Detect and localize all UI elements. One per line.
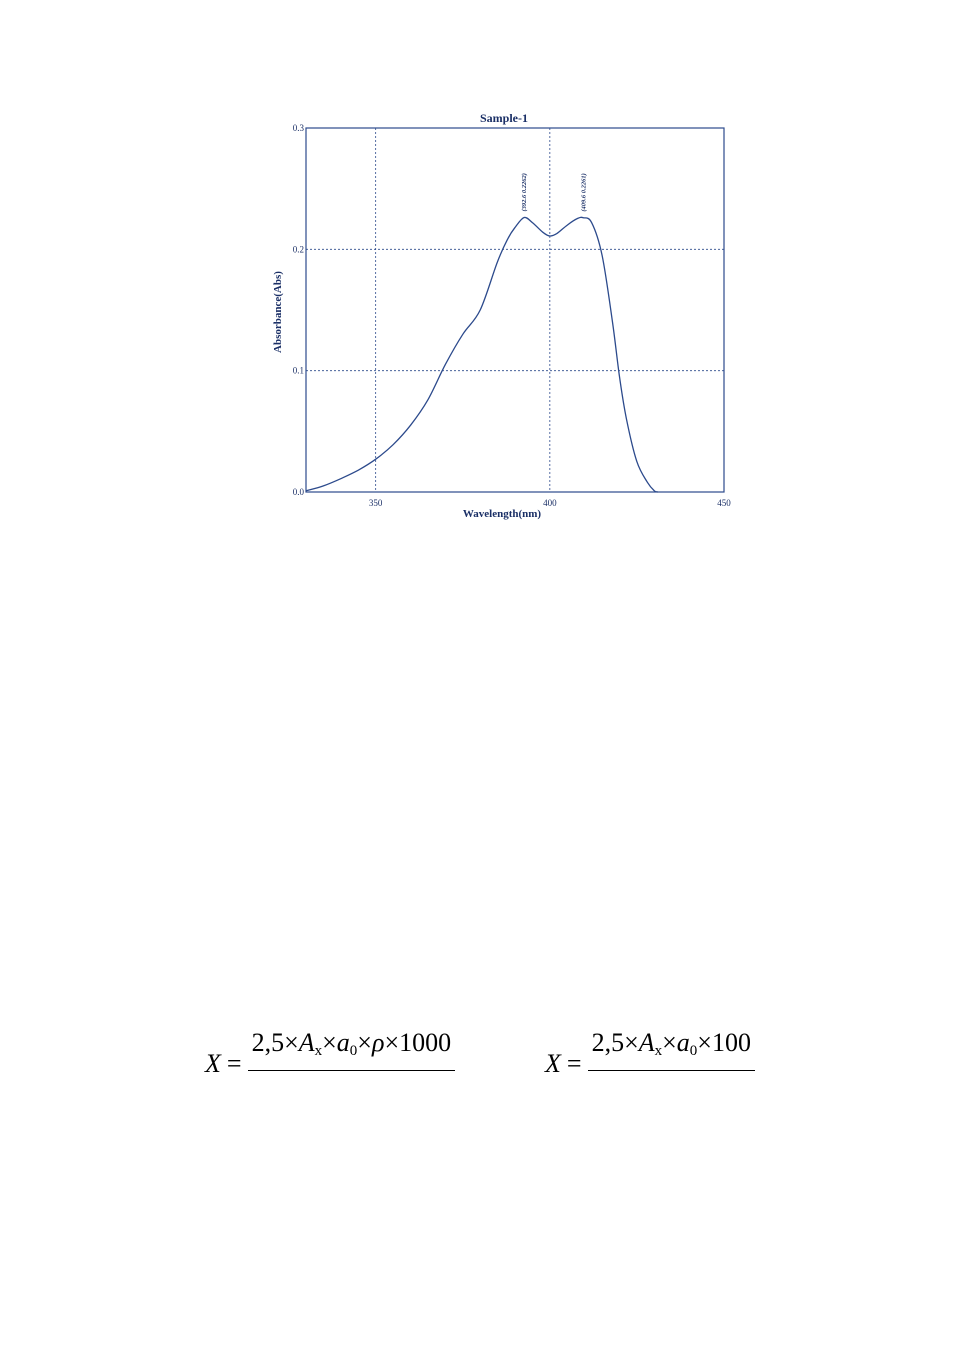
times-sign: × — [322, 1028, 337, 1057]
y-tick-label: 0.1 — [292, 365, 304, 376]
absorbance-symbol: A — [298, 1028, 315, 1057]
a0-subscript: 0 — [349, 1043, 358, 1059]
a0-symbol: a — [676, 1028, 690, 1057]
y-tick-label: 0.0 — [292, 487, 304, 497]
y-axis-label: Absorbance(Abs) — [272, 271, 284, 353]
coefficient: 2,5× — [251, 1028, 299, 1057]
x-tick-label: 400 — [543, 498, 557, 508]
formula-equals: = — [566, 1048, 582, 1078]
annotation-layer — [521, 173, 587, 212]
formula-numerator — [248, 1030, 456, 1071]
grid-layer — [306, 128, 724, 492]
peak-annotation: (392.6 0.2262) — [521, 173, 529, 212]
formula-fraction — [248, 1030, 456, 1097]
formula-numerator — [588, 1030, 755, 1071]
formula-equals: = — [226, 1048, 242, 1078]
formula-concentration-100 — [545, 1030, 755, 1097]
formula-lhs: X — [545, 1048, 561, 1078]
x-tick-label: 450 — [717, 498, 731, 508]
y-tick-label: 0.3 — [292, 123, 304, 133]
formula-tail: ×1000 — [384, 1028, 452, 1057]
times-sign: × — [662, 1028, 677, 1057]
absorbance-subscript: x — [654, 1043, 663, 1059]
x-axis-label: Wavelength(nm) — [462, 508, 542, 520]
formula-lhs: X — [205, 1048, 221, 1078]
tick-layer — [293, 123, 732, 508]
chart-title: Sample-1 — [480, 111, 528, 125]
times-sign: × — [357, 1028, 372, 1057]
absorbance-chart — [262, 102, 742, 542]
formula-concentration-1000 — [205, 1030, 455, 1097]
plot-frame — [306, 128, 724, 492]
rho-symbol: ρ — [371, 1028, 385, 1057]
absorbance-subscript: x — [314, 1043, 323, 1059]
a0-subscript: 0 — [689, 1043, 698, 1059]
absorbance-symbol: A — [638, 1028, 655, 1057]
y-tick-label: 0.2 — [292, 244, 304, 255]
peak-annotation: (409.6 0.2261) — [580, 173, 588, 212]
absorbance-series-line — [306, 217, 658, 492]
formula-tail: ×100 — [697, 1028, 751, 1057]
formula-denominator — [588, 1071, 755, 1097]
x-tick-label: 350 — [368, 498, 383, 508]
formula-fraction — [588, 1030, 755, 1097]
a0-symbol: a — [336, 1028, 350, 1057]
formula-denominator — [248, 1071, 456, 1097]
coefficient: 2,5× — [591, 1028, 639, 1057]
